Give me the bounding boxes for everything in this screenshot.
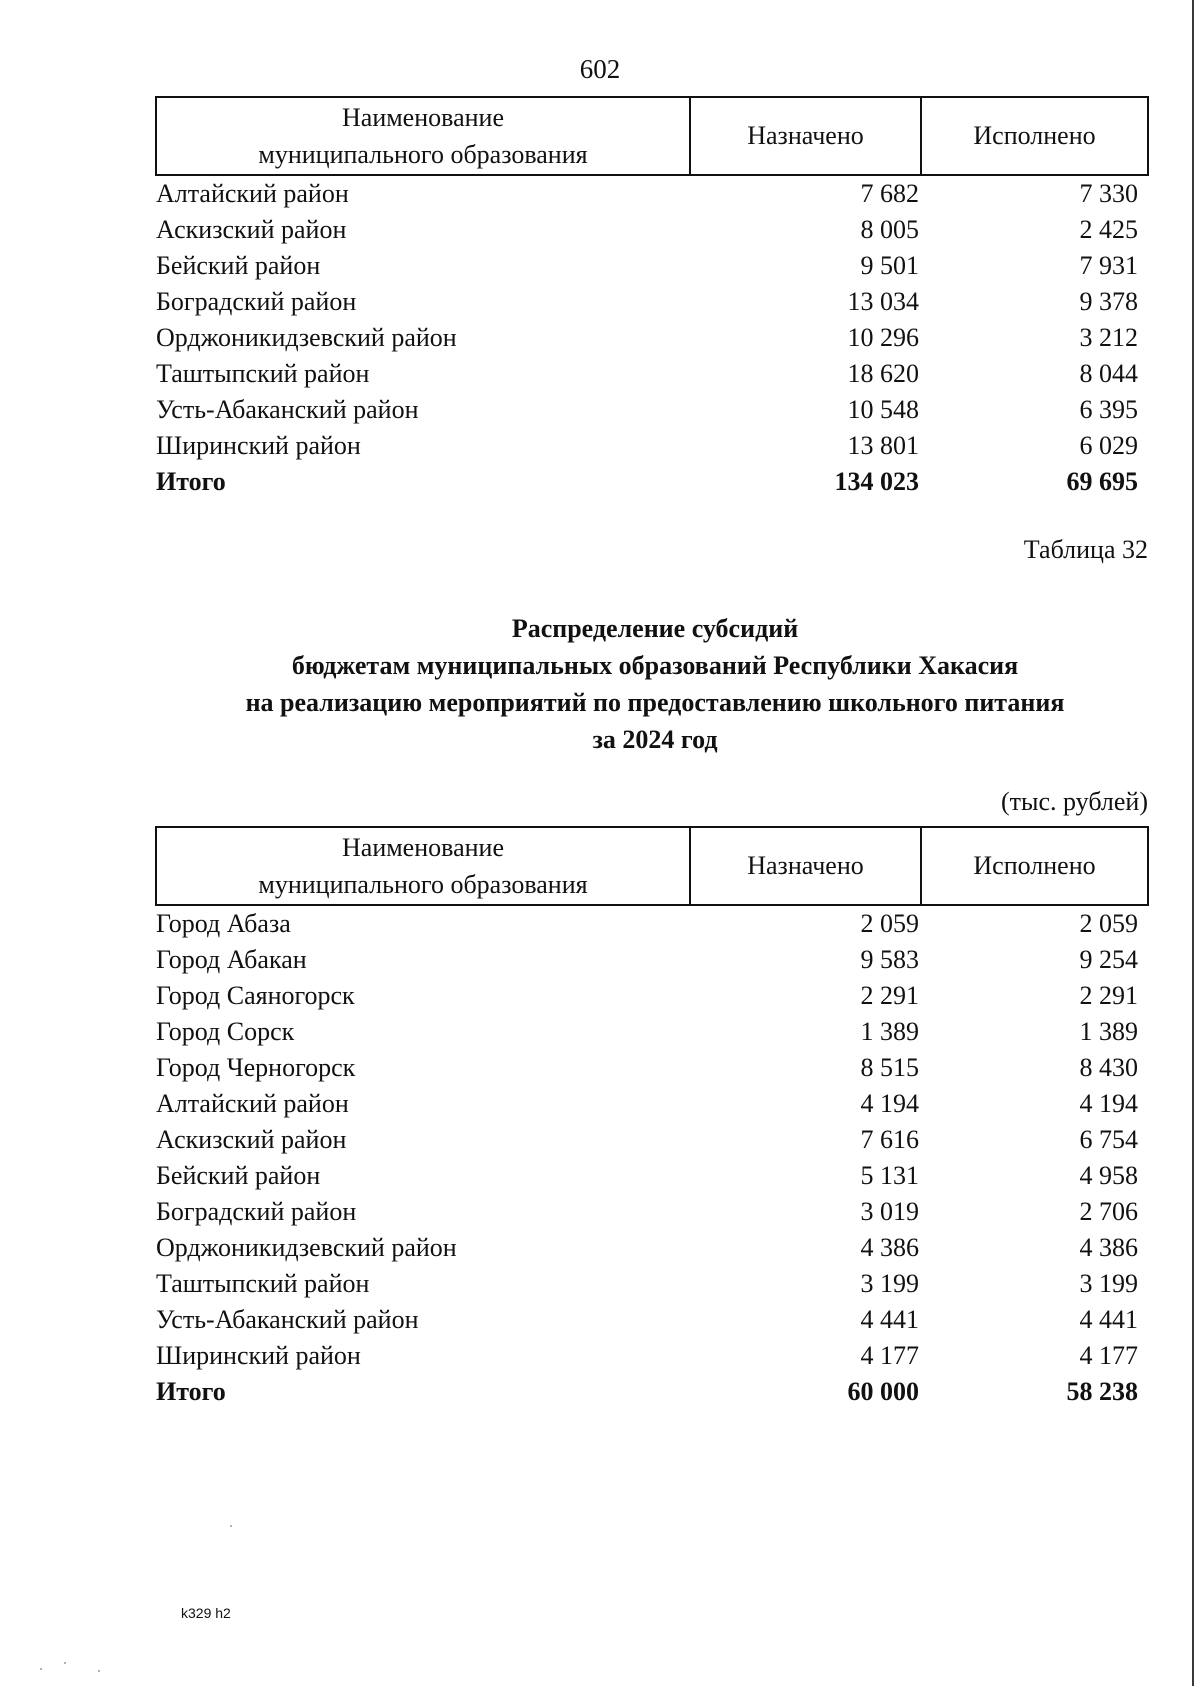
column-header-name-line1: Наименование xyxy=(342,833,504,862)
table-title-line2: бюджетам муниципальных образований Республики Хакасия xyxy=(291,651,1019,680)
row-name: Алтайский район xyxy=(156,1089,349,1118)
row-assigned: 13 034 xyxy=(847,287,919,316)
row-assigned: 4 194 xyxy=(860,1089,919,1118)
row-executed: 2 706 xyxy=(1079,1197,1138,1226)
table-row xyxy=(156,1122,1148,1158)
row-assigned: 4 386 xyxy=(860,1233,919,1262)
table-row xyxy=(156,320,1148,356)
table-row xyxy=(156,175,1148,212)
row-assigned: 9 501 xyxy=(860,251,919,280)
table-title xyxy=(80,610,1200,758)
scan-speck xyxy=(64,1662,66,1664)
row-executed: 2 291 xyxy=(1079,981,1138,1010)
table-row xyxy=(156,978,1148,1014)
total-label: Итого xyxy=(156,1377,226,1406)
page-edge xyxy=(1192,0,1194,1686)
table-row xyxy=(156,1158,1148,1194)
row-name: Боградский район xyxy=(156,1197,357,1226)
row-executed: 9 254 xyxy=(1079,945,1138,974)
row-assigned: 8 515 xyxy=(860,1053,919,1082)
table-title-line1: Распределение субсидий xyxy=(511,614,799,643)
row-executed: 3 199 xyxy=(1079,1269,1138,1298)
row-assigned: 3 019 xyxy=(860,1197,919,1226)
total-assigned: 134 023 xyxy=(834,467,919,496)
column-header-name xyxy=(156,97,690,175)
row-name: Усть-Абаканский район xyxy=(156,395,419,424)
row-name: Боградский район xyxy=(156,287,357,316)
row-assigned: 13 801 xyxy=(847,431,919,460)
row-assigned: 3 199 xyxy=(860,1269,919,1298)
row-assigned: 2 291 xyxy=(860,981,919,1010)
row-name: Орджоникидзевский район xyxy=(156,1233,457,1262)
table-header-row xyxy=(156,827,1148,905)
total-assigned: 60 000 xyxy=(847,1377,919,1406)
row-name: Город Саяногорск xyxy=(156,981,355,1010)
column-header-assigned: Назначено xyxy=(690,827,921,905)
row-assigned: 7 616 xyxy=(860,1125,919,1154)
total-executed: 58 238 xyxy=(1066,1377,1138,1406)
row-assigned: 8 005 xyxy=(860,215,919,244)
total-row xyxy=(156,1374,1148,1410)
table-title-line3: на реализацию мероприятий по предоставлению школьного питания xyxy=(245,688,1065,717)
table-row xyxy=(156,1338,1148,1374)
row-assigned: 1 389 xyxy=(860,1017,919,1046)
table-body xyxy=(156,905,1148,1410)
row-executed: 4 177 xyxy=(1079,1341,1138,1370)
scan-speck xyxy=(230,1525,232,1527)
table-row xyxy=(156,248,1148,284)
row-executed: 6 029 xyxy=(1079,431,1138,460)
table-school-meals xyxy=(155,826,1149,1410)
row-assigned: 9 583 xyxy=(860,945,919,974)
scan-speck xyxy=(98,1670,100,1672)
row-executed: 1 389 xyxy=(1079,1017,1138,1046)
row-name: Бейский район xyxy=(156,1161,321,1190)
table-row xyxy=(156,284,1148,320)
table-label: Таблица 32 xyxy=(1023,535,1148,564)
row-assigned: 5 131 xyxy=(860,1161,919,1190)
row-name: Город Черногорск xyxy=(156,1053,356,1082)
table-body xyxy=(156,175,1148,500)
row-name: Орджоникидзевский район xyxy=(156,323,457,352)
row-executed: 6 754 xyxy=(1079,1125,1138,1154)
row-executed: 4 441 xyxy=(1079,1305,1138,1334)
column-header-name-line2: муниципального образования xyxy=(258,140,588,169)
page-number: 602 xyxy=(579,54,621,84)
table-row xyxy=(156,392,1148,428)
table-row xyxy=(156,428,1148,464)
units-note: (тыс. рублей) xyxy=(1000,787,1148,816)
row-name: Город Абакан xyxy=(156,945,307,974)
row-name: Город Абаза xyxy=(156,909,291,938)
row-assigned: 10 548 xyxy=(847,395,919,424)
total-executed: 69 695 xyxy=(1066,467,1138,496)
row-assigned: 2 059 xyxy=(860,909,919,938)
table-continuation xyxy=(155,96,1149,500)
table-row xyxy=(156,356,1148,392)
table-row xyxy=(156,1302,1148,1338)
footer-code: k329 h2 xyxy=(181,1605,231,1621)
row-assigned: 10 296 xyxy=(847,323,919,352)
row-executed: 8 430 xyxy=(1079,1053,1138,1082)
table-row xyxy=(156,1230,1148,1266)
scan-speck xyxy=(40,1668,42,1670)
row-name: Таштыпский район xyxy=(156,1269,370,1298)
table-row xyxy=(156,1266,1148,1302)
table-header-row xyxy=(156,97,1148,175)
table-row xyxy=(156,1014,1148,1050)
row-name: Город Сорск xyxy=(156,1017,295,1046)
column-header-name-line1: Наименование xyxy=(342,103,504,132)
row-executed: 4 958 xyxy=(1079,1161,1138,1190)
row-executed: 4 386 xyxy=(1079,1233,1138,1262)
total-row xyxy=(156,464,1148,500)
row-name: Аскизский район xyxy=(156,215,347,244)
row-assigned: 4 177 xyxy=(860,1341,919,1370)
row-name: Таштыпский район xyxy=(156,359,370,388)
table-row xyxy=(156,1050,1148,1086)
row-executed: 8 044 xyxy=(1079,359,1138,388)
table-row xyxy=(156,1086,1148,1122)
column-header-name-line2: муниципального образования xyxy=(258,870,588,899)
table-row xyxy=(156,212,1148,248)
row-assigned: 18 620 xyxy=(847,359,919,388)
table-row xyxy=(156,942,1148,978)
row-assigned: 7 682 xyxy=(860,179,919,208)
row-name: Аскизский район xyxy=(156,1125,347,1154)
column-header-name xyxy=(156,827,690,905)
row-executed: 7 931 xyxy=(1079,251,1138,280)
column-header-executed: Исполнено xyxy=(921,97,1148,175)
table-row xyxy=(156,1194,1148,1230)
table-title-line4: за 2024 год xyxy=(592,725,718,754)
total-label: Итого xyxy=(156,467,226,496)
row-executed: 2 425 xyxy=(1079,215,1138,244)
row-name: Алтайский район xyxy=(156,179,349,208)
column-header-executed: Исполнено xyxy=(921,827,1148,905)
row-executed: 9 378 xyxy=(1079,287,1138,316)
row-executed: 4 194 xyxy=(1079,1089,1138,1118)
row-executed: 3 212 xyxy=(1079,323,1138,352)
row-name: Усть-Абаканский район xyxy=(156,1305,419,1334)
row-name: Ширинский район xyxy=(156,1341,361,1370)
row-executed: 2 059 xyxy=(1079,909,1138,938)
column-header-assigned: Назначено xyxy=(690,97,921,175)
row-executed: 7 330 xyxy=(1079,179,1138,208)
row-name: Ширинский район xyxy=(156,431,361,460)
row-assigned: 4 441 xyxy=(860,1305,919,1334)
table-row xyxy=(156,905,1148,942)
row-name: Бейский район xyxy=(156,251,321,280)
row-executed: 6 395 xyxy=(1079,395,1138,424)
